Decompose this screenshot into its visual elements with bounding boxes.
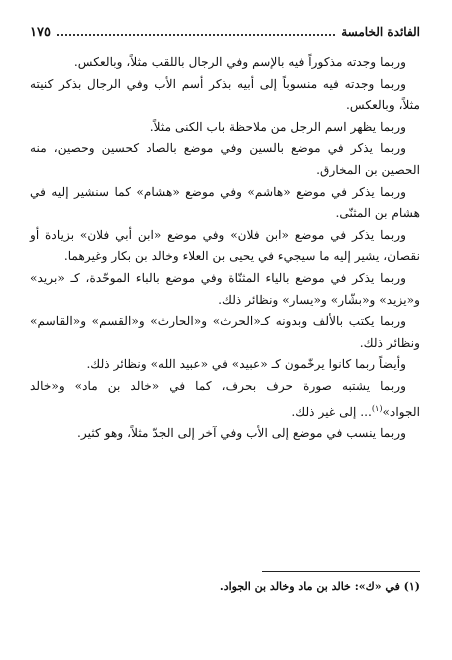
paragraph-with-footnote [30,376,420,423]
paragraph-text: وربما يشتبه صورة حرف بحرف، كما في «خالد بن ماد» و«خالد الجواد» [30,378,420,419]
main-text [30,52,420,445]
page-number: ١٧٥ [30,24,51,40]
footnote: (١) في «ك»: خالد بن ماد وخالد بن الجواد. [219,580,420,593]
header-dotted-leader [57,34,335,36]
paragraph: وربما يكتب بالألف وبدونه كـ«الحرث» و«الحارث» و«القسم» و«القاسم» ونظائر ذلك. [30,314,420,350]
footnote-separator [262,571,420,572]
paragraph: وربما يذكر في موضع «هاشم» وفي موضع «هشام» كما سنشير إليه في هشام بن المثنّى. [30,184,420,221]
paragraph: وربما يظهر اسم الرجل من ملاحظة باب الكنى مثلاً. [149,119,406,134]
chapter-title: الفائدة الخامسة [341,25,420,39]
paragraph-tail: ... إلى غير ذلك. [291,404,372,419]
paragraph: وأيضاً ربما كانوا يرخّمون كـ «عبيد» في «عبيد الله» ونظائر ذلك. [86,357,406,372]
paragraph: وربما يذكر في موضع «ابن فلان» وفي موضع «ابن أبي فلان» بزيادة أو نقصان، يشير إليه ما سيجيء في يحيى بن العلاء وخالد بن بكار وغيرهما. [30,227,420,264]
footnote-marker[interactable]: (١) [371,403,383,413]
paragraph: وربما وجدته فيه منسوباً إلى أبيه بذكر أسم الأب وفي الرجال بذكر كنيته مثلاً، وبالعكس. [30,76,420,113]
paragraph: وربما يذكر في موضع بالياء المثنّاة وفي موضع بالباء الموحّدة، كـ «بريد» و«يزيد» و«بشّار» و«يسار» ونظائر ذلك. [30,270,420,307]
running-header [30,22,420,42]
paragraph: وربما يذكر في موضع بالسين وفي موضع بالصاد كحسين وحصين، منه الحصين بن المخارق. [30,141,420,177]
paragraph: وربما ينسب في موضع إلى الأب وفي آخر إلى الجدّ مثلاً، وهو كثير. [77,426,406,441]
paragraph: وربما وجدته مذكوراً فيه بالإسم وفي الرجال باللقب مثلاً، وبالعكس. [73,55,406,69]
